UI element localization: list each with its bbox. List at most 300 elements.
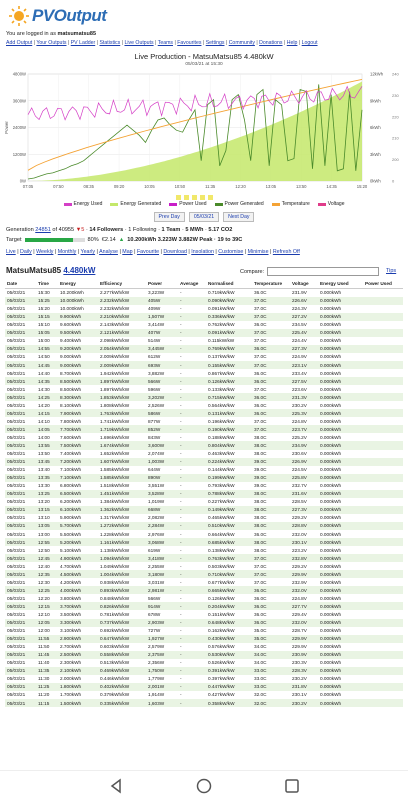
table-cell: 2.121kWh/kW [98,329,146,337]
table-cell: 1.700kWh [60,692,82,698]
table-cell: 0.000kWh [318,667,363,675]
legend-swatch [272,203,280,206]
next-day-button[interactable]: Next Day [223,212,254,222]
table-cell: 2,526W [148,402,165,408]
table-cell: 12:30 [38,579,50,585]
legend-label: Voltage [327,201,345,207]
table-cell: - [178,409,206,417]
table-cell [363,377,403,385]
table-cell: 0.000kWh [318,554,363,562]
table-cell: 7.100kWh [58,474,98,482]
table-cell: 1,603W [146,699,178,707]
target-progress-bar [25,238,85,242]
legend-item[interactable] [272,201,310,207]
nav-link-live-outputs[interactable]: Live Outputs [124,40,154,46]
table-cell: 2.143kWh/kW [100,322,130,328]
table-cell: 14:30 [38,386,50,392]
nav-link-community[interactable]: Community [228,40,255,46]
generation-rank-link[interactable]: 24851 [35,227,51,233]
table-cell: 13:50 [38,451,50,457]
x-tick-label: 11:35 [205,184,216,189]
table-row [5,554,403,562]
table-cell: 0.000kWh [320,628,342,634]
table-cell: 1.138kWh/kW [100,547,130,553]
table-cell: 1.004kWh/kW [98,570,146,578]
column-header[interactable]: Energy Used [318,279,363,288]
table-cell: - [180,434,182,440]
nav-link-donations[interactable]: Donations [259,40,283,46]
nav-link-logout[interactable]: Logout [301,40,318,46]
table-cell: 1.585kWh/kW [98,474,146,482]
table-cell: 0.804kW/kW [206,441,252,449]
table-cell: 05/03/21 [5,506,36,514]
separator: | [213,249,219,255]
legend-item[interactable] [64,201,103,207]
pager-dot[interactable] [192,195,197,200]
table-cell: 2,082W [148,515,165,521]
table-cell: 05/03/21 [7,531,26,537]
home-icon[interactable] [196,778,212,794]
table-cell: 36.0C [254,370,267,376]
legend-item[interactable] [169,201,206,207]
table-cell: 9.400kWh [60,338,82,344]
table-cell: 11:30 [38,676,50,682]
table-cell: 05/03/21 [5,393,36,401]
table-cell: 0.336kW/kW [206,313,252,321]
table-cell: 37.0C [254,563,267,569]
pager-dot[interactable] [176,195,181,200]
table-cell: 3,202W [146,393,178,401]
table-cell: - [178,699,206,707]
y-right-tick-label: 3kWh [370,151,381,157]
table-cell: 0.000kWh [318,586,363,594]
table-cell: 12:25 [36,586,58,594]
logged-in-status [6,31,96,37]
table-cell: 0.938kWh/kW [100,579,130,585]
table-cell [363,659,403,667]
table-cell: 32.0C [252,699,290,707]
table-cell: - [178,651,206,659]
table-cell: 405W [146,297,178,305]
compare-select[interactable] [267,267,379,276]
table-cell: 05/03/21 [7,579,26,585]
table-cell: 37.0C [252,329,290,337]
separator: | [53,249,58,255]
table-cell: 226.9V [290,458,318,466]
recents-icon[interactable] [284,778,300,794]
table-cell: 0.576kW/kW [208,644,235,650]
view-link-minimise[interactable]: Minimise [247,249,269,255]
co2: 5.17 CO2 [208,227,233,233]
table-cell: 1.808kWh/kW [100,402,130,408]
table-cell: - [180,579,182,585]
table-cell: 36.0C [252,345,290,353]
tips-link[interactable]: Tips [386,268,397,274]
legend-item[interactable] [318,201,345,207]
table-row [5,562,403,570]
table-cell: 0.762kW/kW [208,322,235,328]
pager-dot[interactable] [184,195,189,200]
table-cell: 38.0C [252,506,290,514]
table-cell [363,562,403,570]
table-cell: 229.9V [292,644,307,650]
table-cell: 9.000kWh [60,354,82,360]
table-cell: 0.000kWh [318,570,363,578]
table-cell: 0.091kW/kW [206,329,252,337]
view-link-refresh-off[interactable]: Refresh Off [272,249,300,255]
view-link-daily[interactable]: Daily [20,249,32,255]
table-row [5,466,403,474]
table-cell: 38.0C [254,451,267,457]
column-header[interactable]: Average [178,279,206,288]
table-cell: 227.5V [290,377,318,385]
table-cell: 2.009kWh/kW [98,361,146,369]
table-cell: 0.000kWh [320,370,342,376]
table-cell: - [180,547,182,553]
table-cell: 05/03/21 [7,515,26,521]
table-cell: - [178,570,206,578]
column-header[interactable]: Voltage [290,279,318,288]
table-cell: - [178,635,206,643]
table-cell: 0.227kW/kW [208,499,235,505]
chart-date: 05/03/21 at 15:30 [185,62,223,67]
table-cell: 232.0V [290,586,318,594]
prev-day-button[interactable]: Prev Day [154,212,185,222]
table-row [5,610,403,618]
table-cell: 33.0C [252,667,290,675]
table-cell: 0.000kWh [320,322,342,328]
table-row [5,667,403,675]
table-cell: 7.700kWh [58,425,98,433]
column-header[interactable]: Time [36,279,58,288]
compare-label: Compare: [240,268,265,275]
table-cell: 0.204kW/kW [206,602,252,610]
table-cell: 3,528W [146,490,178,498]
table-row [5,594,403,602]
table-cell [363,546,403,554]
table-cell [363,466,403,474]
table-cell: 0.196kW/kW [208,418,235,424]
table-cell: 566W [148,595,161,601]
table-cell: 229.2V [292,515,307,521]
table-row [5,691,403,699]
nav-link-teams[interactable]: Teams [157,40,174,46]
table-cell: 36.0C [254,595,267,601]
table-cell: 12:55 [36,538,58,546]
table-cell: 586W [146,409,178,417]
table-cell: 37.0C [252,297,290,305]
table-cell: 3.100kWh [60,628,82,634]
view-link-weekly[interactable]: Weekly [36,249,54,255]
table-row [5,458,403,466]
view-link-monthly[interactable]: Monthly [57,249,77,255]
table-cell: 39.0C [254,467,267,473]
table-cell: 05/03/21 [7,370,26,376]
table-cell: 05/03/21 [5,377,36,385]
table-cell: 230.6V [292,451,307,457]
table-row [5,321,403,329]
table-cell: 14:15 [36,409,58,417]
table-cell [363,699,403,707]
table-cell: 15:05 [36,329,58,337]
table-row [5,530,403,538]
table-cell [363,345,403,353]
table-cell: 0.763kW/kW [206,554,252,562]
table-cell: 38.0C [254,547,267,553]
back-icon[interactable] [108,778,124,794]
table-cell: 05/03/21 [5,538,36,546]
view-link-insolation[interactable]: Insolation [191,249,214,255]
table-cell: 0.000kWh [318,409,363,417]
table-cell: 223.6V [292,386,307,392]
table-cell: 0.000kWh [320,451,342,457]
table-cell: 5.500kWh [60,531,82,537]
nav-link-favourites[interactable]: Favourites [177,40,202,46]
table-cell: 229.9V [290,570,318,578]
generation-label: Generation [6,227,34,233]
table-cell: 34.0C [254,660,267,666]
view-link-download[interactable]: Download [163,249,187,255]
table-cell: 1.272kWh/kW [98,522,146,530]
table-row [5,313,403,321]
table-cell: 13:45 [36,458,58,466]
table-cell: - [178,506,206,514]
table-cell: 11:20 [38,692,50,698]
table-cell: 0.469kWh/kW [98,667,146,675]
table-cell: 0.000kWh [320,338,342,344]
table-cell: 37.0C [252,313,290,321]
table-cell: 1.585kWh/kW [100,467,130,473]
table-cell: 36.0C [254,611,267,617]
table-cell: 11:15 [36,699,58,707]
column-header[interactable]: Power [146,279,178,288]
legend-label: Power Used [179,201,207,207]
legend-item[interactable] [110,201,161,207]
column-header[interactable]: Efficiency [98,279,146,288]
nav-link-your-outputs[interactable]: Your Outputs [36,40,67,46]
table-cell: - [178,377,206,385]
table-cell [363,675,403,683]
table-cell [363,691,403,699]
table-cell: 0.510kW/kW [206,522,252,530]
system-size-link[interactable]: 4.480kW [63,266,96,275]
table-row [5,297,403,305]
table-cell: 2.000kWh [60,676,82,682]
table-cell: 3,882W [148,370,165,376]
legend-swatch [318,203,326,206]
table-cell: 0.155kW/kW [206,361,252,369]
view-link-yearly[interactable]: Yearly [80,249,96,255]
table-row [5,627,403,635]
table-cell: 0.149kW/kW [206,506,252,514]
separator: | [173,40,178,46]
table-cell: 0.000kWh [320,354,342,360]
table-cell: 12:40 [38,563,50,569]
table-row [5,288,403,297]
table-cell: 0.463kW/kW [208,451,235,457]
table-cell: 233.4V [292,370,307,376]
table-row [5,699,403,707]
system-name: MatsuMatsu85 [6,266,62,275]
table-cell: 0.379kWh/kW [100,692,130,698]
table-cell: 4.500kWh [58,570,98,578]
target-percent: 80% [87,237,99,243]
table-cell: 1,019W [148,499,165,505]
rank-change: 5 [81,227,85,233]
table-cell: 37.0C [254,386,267,392]
view-link-customise[interactable]: Customise [218,249,244,255]
nav-link-add-output[interactable]: Add Output [6,40,33,46]
legend-label: Energy Generated [120,201,162,207]
table-cell: 6.100kWh [58,506,98,514]
table-cell: 2.300kWh [60,660,82,666]
table-cell: - [180,499,182,505]
view-link-analyse[interactable]: Analyse [99,249,118,255]
table-cell: 13:30 [38,483,50,489]
table-cell: 409W [148,306,161,312]
table-cell: 36.0C [254,531,267,537]
target-summary [6,237,242,243]
date-button[interactable]: 05/03/21 [189,212,219,222]
table-cell: 37.0C [254,579,267,585]
table-cell [363,297,403,305]
table-cell: 223.2V [292,547,307,553]
view-link-map[interactable]: Map [122,249,133,255]
table-cell: 0.000kWh [318,699,363,707]
column-header[interactable]: Date [5,279,36,288]
table-row [5,345,403,353]
table-row [5,482,403,490]
chart-pager [176,195,213,200]
view-link-favourite[interactable]: Favourite [136,249,160,255]
table-cell: 2,284W [146,522,178,530]
table-cell: 232.7V [292,483,307,489]
table-cell: 05/03/21 [5,651,36,659]
voltage-tick-label: 0 [392,178,395,184]
column-header[interactable]: Energy [58,279,98,288]
table-cell [363,433,403,441]
logo[interactable] [8,5,106,27]
table-cell: 9.900kWh [58,313,98,321]
table-cell: 05/03/21 [7,434,26,440]
table-cell: 13:35 [36,474,58,482]
table-cell: 877W [148,418,161,424]
table-cell: 0.162kW/kW [208,628,235,634]
table-cell: 225.4V [290,329,318,337]
table-cell: 0.564kW/kW [208,402,235,408]
table-cell: 05/03/21 [5,474,36,482]
table-cell: 2.232kWh/kW [100,306,130,312]
table-cell: 0.826kWh/kW [98,602,146,610]
table-cell: 1.652kWh/kW [100,451,130,457]
table-cell: 227.3V [290,345,318,353]
view-link-live[interactable]: Live [6,249,16,255]
table-cell: - [178,602,206,610]
table-cell: 7.600kWh [60,434,82,440]
table-cell: 8.700kWh [60,370,82,376]
table-cell: 0.000kWh [318,393,363,401]
table-row [5,586,403,594]
table-cell: 231.6V [290,490,318,498]
y-tick-label: 2400W [12,125,26,130]
y-right-tick-label: 12kWh [370,71,384,77]
table-cell: 2.100kWh [58,667,98,675]
team[interactable]: 1 Team [161,227,181,233]
table-cell: 230.2V [290,699,318,707]
table-cell: 228.3V [290,667,318,675]
table-cell: 0.446kWh/kW [100,676,130,682]
table-cell: 2,976W [148,531,165,537]
column-header[interactable]: Power Used [363,279,403,288]
table-cell: 0.000kWh [318,619,363,627]
table-cell: 230.3V [292,660,307,666]
table-cell [363,570,403,578]
table-cell: 224.9V [292,354,307,360]
legend-label: Energy Used [73,201,103,207]
table-cell: 37.0C [254,354,267,360]
nav-link-statistics[interactable]: Statistics [99,40,121,46]
nav-link-settings[interactable]: Settings [205,40,225,46]
nav-link-pv-ladder[interactable]: PV Ladder [70,40,96,46]
table-cell: 37.0C [254,418,267,424]
table-cell [363,417,403,425]
view-links [6,249,300,255]
table-cell: 2,356W [148,660,165,666]
nav-link-help[interactable]: Help [286,40,298,46]
table-cell: 0.000kWh [320,676,342,682]
column-header[interactable]: Temperature [252,279,290,288]
table-cell [363,458,403,466]
table-cell: 1,507W [146,313,178,321]
table-cell: 05/03/21 [5,667,36,675]
table-cell: - [178,667,206,675]
table-row [5,490,403,498]
table-cell: 619W [148,547,161,553]
pager-dot[interactable] [208,195,213,200]
table-cell [363,635,403,643]
table-cell: 0.133kW/kW [208,386,235,392]
table-row [5,369,403,377]
table-cell: 3,445W [146,345,178,353]
column-header[interactable]: Normalised [206,279,252,288]
table-cell: - [180,692,182,698]
table-row [5,651,403,659]
table-cell: 15:25 [36,297,58,305]
table-cell: 05/03/21 [7,467,26,473]
logged-in-user: matsumatsu85 [57,31,97,37]
table-cell: 1,003W [146,458,178,466]
followers[interactable]: 14 Followers [89,227,124,233]
pager-dot[interactable] [200,195,205,200]
table-cell: 234.5V [292,322,307,328]
following[interactable]: 1 Following [128,227,157,233]
table-cell: 11:40 [38,660,50,666]
table-cell: 0.126kW/kW [208,595,235,601]
table-row [5,506,403,514]
table-cell: 3,180W [146,570,178,578]
table-cell: 05/03/21 [7,290,26,296]
separator: | [132,249,137,255]
legend-item[interactable] [215,201,264,207]
table-cell: 39.0C [252,474,290,482]
table-cell: 2,375W [146,651,178,659]
table-cell: 7.400kWh [60,451,82,457]
table-cell: 223.1V [290,361,318,369]
table-cell: 0.427kW/kW [208,692,235,698]
table-cell: 36.0C [252,586,290,594]
legend-label: Power Generated [224,201,264,207]
table-cell: 0.000kWh [320,306,342,312]
